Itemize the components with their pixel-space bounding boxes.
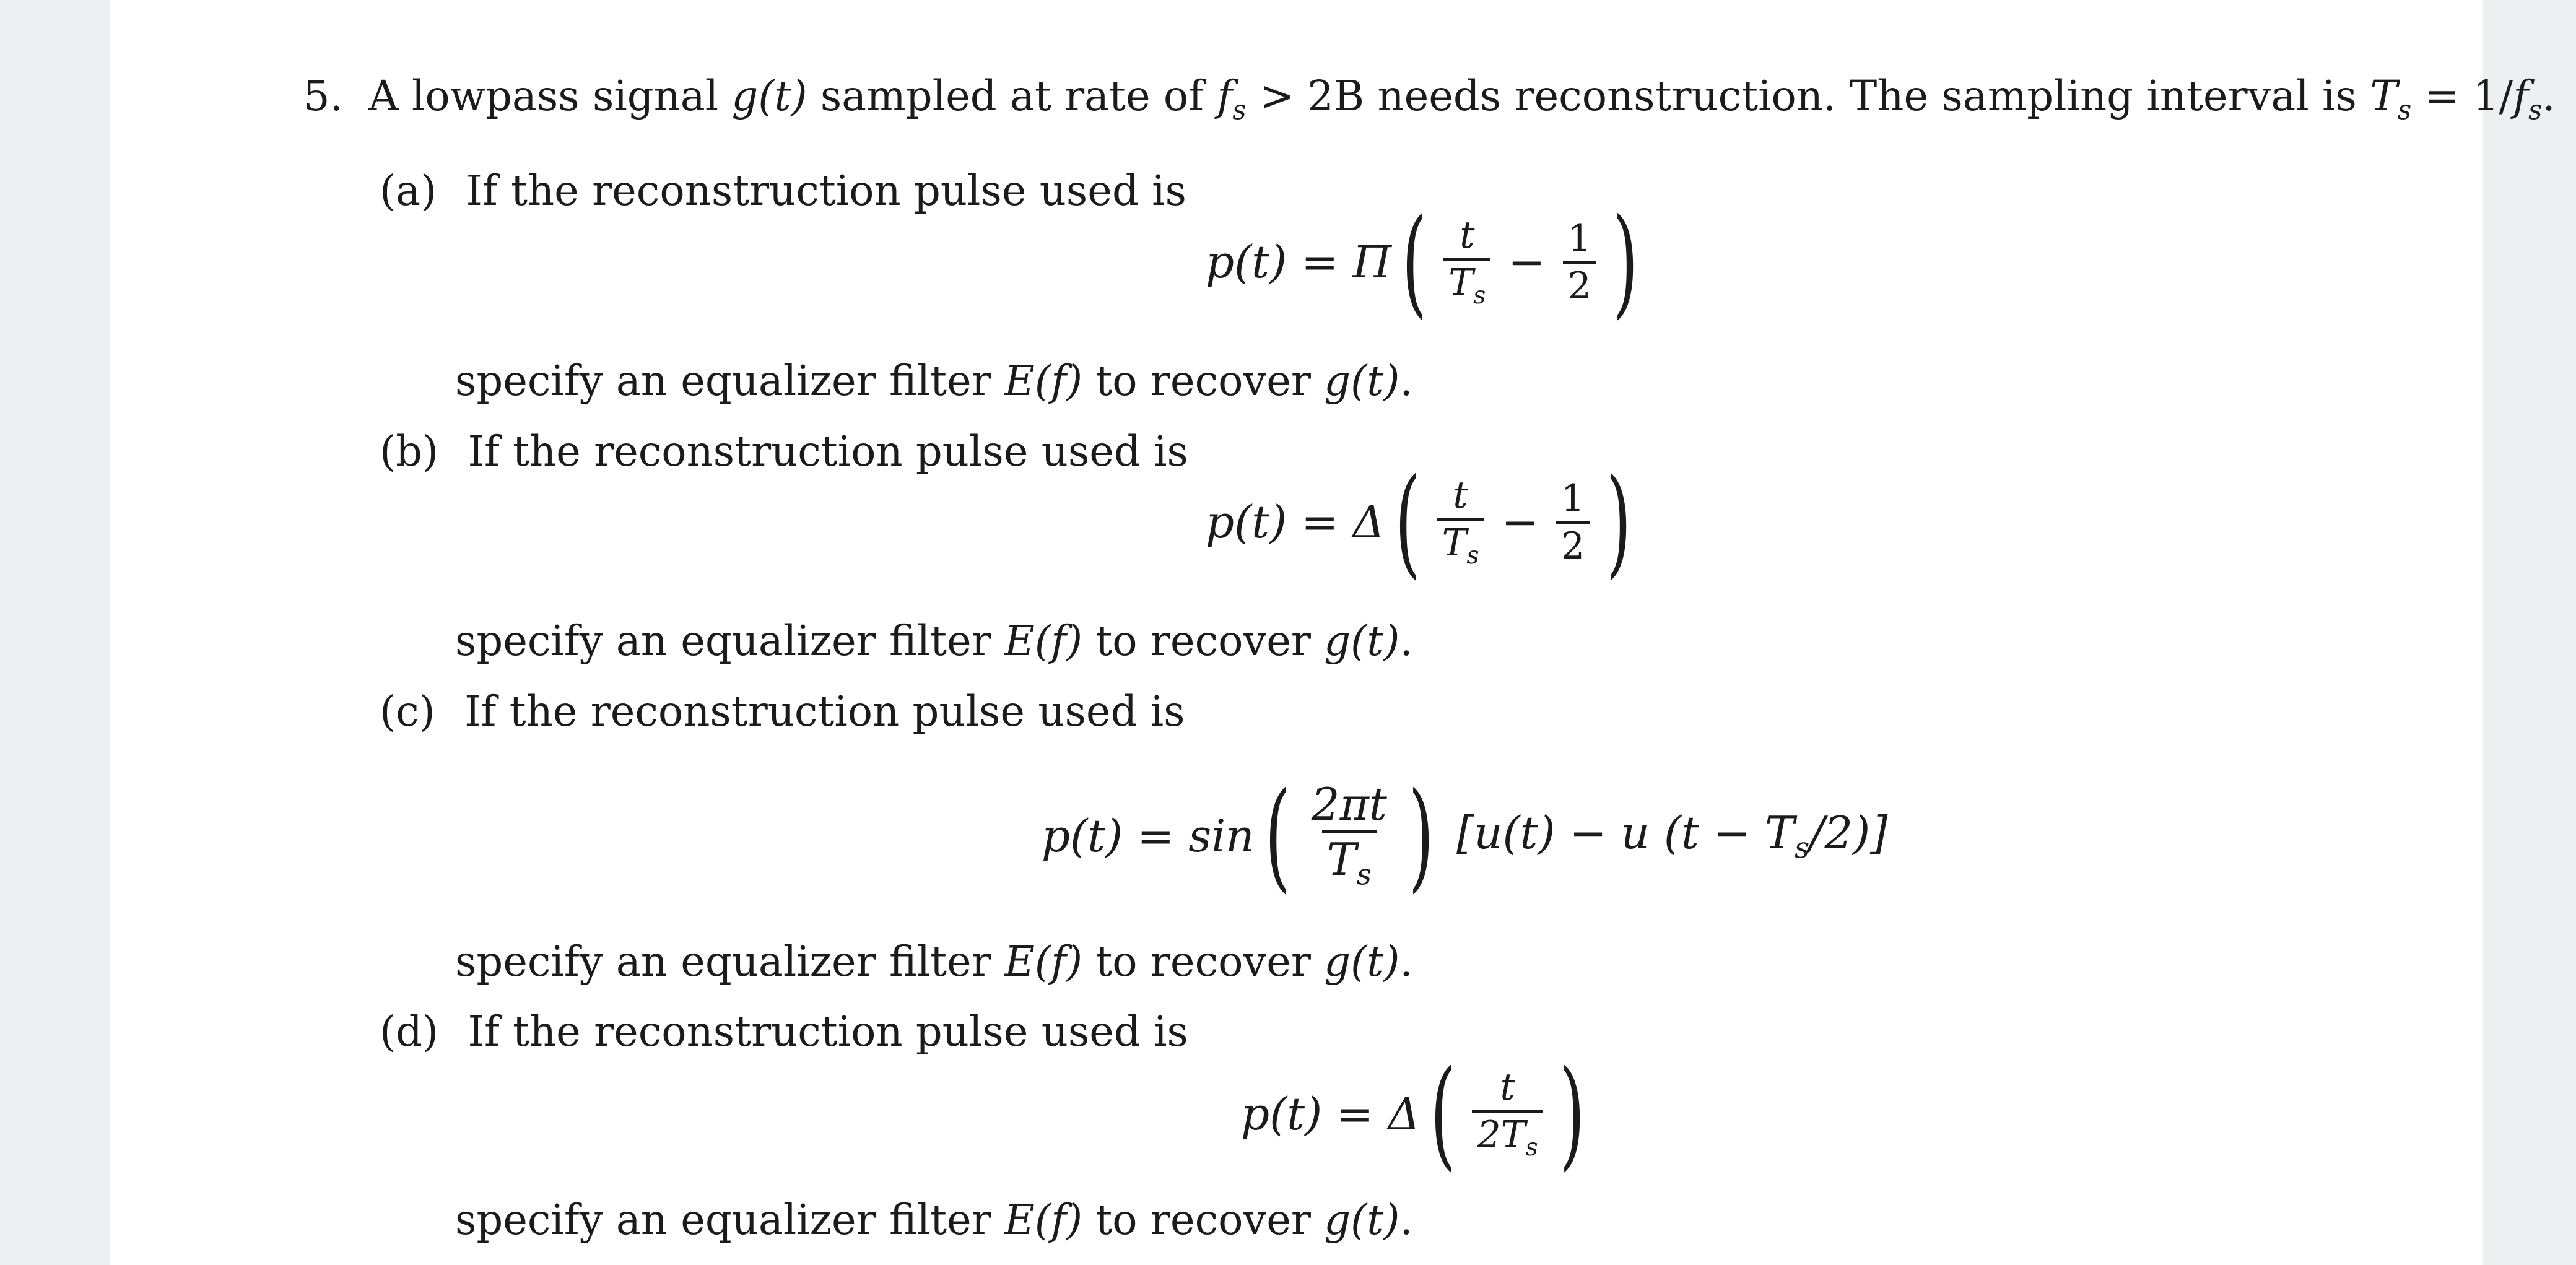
fraction: $\frac{1}{2}$ bbox=[1563, 220, 1596, 305]
fraction: $\frac{2\pi t}{T_s}$ bbox=[1311, 778, 1387, 892]
part-d-equation: p(t) = Δ ( $\frac{t}{2T_s}$ ) bbox=[1241, 1045, 1585, 1182]
fraction: $\frac{t}{2T_s}$ bbox=[1472, 1069, 1543, 1160]
fraction: $\frac{t}{T_s}$ bbox=[1443, 217, 1490, 308]
part-c-intro: (c) If the reconstruction pulse used is bbox=[380, 687, 1185, 736]
problem-statement: 5. A lowpass signal g(t) sampled at rate of $f_s > 2B$ needs reconstruction. The sampling interval is $T_s = 1/f_s$. bbox=[303, 72, 2556, 126]
part-a-equation: p(t) = Π ( $\frac{t}{T_s}$ − $\frac{1}{2}$ ) bbox=[1206, 193, 1638, 330]
fraction: $\frac{t}{T_s}$ bbox=[1437, 477, 1484, 568]
part-a-equalizer-text: specify an equalizer filter E(f) to recover g(t). bbox=[455, 357, 1413, 405]
part-a-intro: (a) If the reconstruction pulse used is bbox=[380, 167, 1186, 215]
part-b-equation: p(t) = Δ ( $\frac{t}{T_s}$ − $\frac{1}{2}$ ) bbox=[1206, 453, 1632, 590]
part-label: (b) bbox=[380, 427, 439, 476]
part-label: (d) bbox=[380, 1007, 439, 1056]
document-page bbox=[110, 0, 2556, 1265]
part-b-intro: (b) If the reconstruction pulse used is bbox=[380, 427, 1188, 476]
problem-number: 5. bbox=[303, 72, 343, 120]
part-label: (c) bbox=[380, 687, 435, 736]
part-d-intro: (d) If the reconstruction pulse used is bbox=[380, 1007, 1188, 1056]
fraction: $\frac{1}{2}$ bbox=[1556, 480, 1590, 565]
part-d-equalizer-text: specify an equalizer filter E(f) to recover g(t). bbox=[455, 1196, 1413, 1244]
part-c-equation: p(t) = sin ( $\frac{2\pi t}{T_s}$ ) [u(t) − u $(t - T_s/2)$] bbox=[1042, 767, 1888, 904]
part-label: (a) bbox=[380, 167, 437, 215]
part-b-equalizer-text: specify an equalizer filter E(f) to recover g(t). bbox=[455, 617, 1413, 665]
part-c-equalizer-text: specify an equalizer filter E(f) to recover g(t). bbox=[455, 937, 1413, 986]
